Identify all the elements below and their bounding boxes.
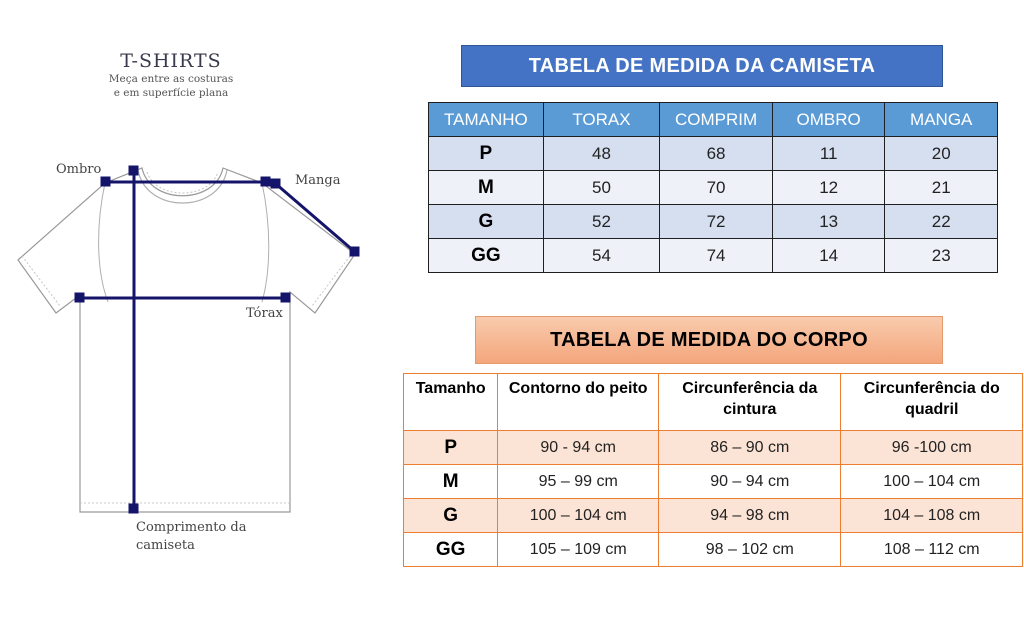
table-row [404, 431, 1023, 465]
size-cell: GG [429, 239, 544, 273]
peito-cell: 95 – 99 cm [498, 465, 659, 499]
tshirt-outline [18, 168, 355, 512]
label-torax: Tórax [246, 306, 283, 321]
cintura-cell: 86 – 90 cm [659, 431, 841, 465]
ombro-cell: 14 [772, 239, 885, 273]
header-comprim: COMPRIM [660, 103, 773, 137]
header-tamanho: TAMANHO [429, 103, 544, 137]
table-row [429, 239, 998, 273]
label-comprimento-line1: Comprimento da [136, 520, 247, 535]
header-tamanho: Tamanho [404, 374, 498, 431]
table-row [404, 533, 1023, 567]
table-header-row [404, 374, 1023, 431]
size-cell: GG [404, 533, 498, 567]
ombro-cell: 11 [772, 137, 885, 171]
manga-cell: 20 [885, 137, 998, 171]
comprim-cell: 68 [660, 137, 773, 171]
size-cell: G [404, 499, 498, 533]
comprim-cell: 70 [660, 171, 773, 205]
body-measure-table [403, 373, 1023, 567]
size-cell: M [404, 465, 498, 499]
quadril-cell: 108 – 112 cm [841, 533, 1023, 567]
torax-cell: 48 [543, 137, 659, 171]
manga-cell: 23 [885, 239, 998, 273]
quadril-cell: 104 – 108 cm [841, 499, 1023, 533]
table-row [429, 137, 998, 171]
ombro-cell: 13 [772, 205, 885, 239]
size-cell: M [429, 171, 544, 205]
tshirt-measure-diagram [0, 0, 400, 633]
header-torax: TORAX [543, 103, 659, 137]
comprim-cell: 72 [660, 205, 773, 239]
manga-cell: 22 [885, 205, 998, 239]
diagram-subtitle-line2: e em superfície plana [113, 87, 229, 99]
cintura-cell: 98 – 102 cm [659, 533, 841, 567]
tshirt-illustration [0, 0, 400, 633]
header-manga: MANGA [885, 103, 998, 137]
peito-cell: 100 – 104 cm [498, 499, 659, 533]
torax-cell: 54 [543, 239, 659, 273]
cintura-cell: 90 – 94 cm [659, 465, 841, 499]
header-ombro: OMBRO [772, 103, 885, 137]
label-manga: Manga [295, 173, 341, 188]
peito-cell: 105 – 109 cm [498, 533, 659, 567]
peito-cell: 90 - 94 cm [498, 431, 659, 465]
size-cell: G [429, 205, 544, 239]
diagram-subtitle-line1: Meça entre as costuras [108, 73, 234, 85]
cintura-cell: 94 – 98 cm [659, 499, 841, 533]
header-cintura: Circunferência da cintura [659, 374, 841, 431]
manga-cell: 21 [885, 171, 998, 205]
table-row [429, 171, 998, 205]
ombro-cell: 12 [772, 171, 885, 205]
label-comprimento-line2: camiseta [136, 538, 195, 553]
diagram-title: T-SHIRTS [120, 50, 222, 72]
table-row [404, 499, 1023, 533]
quadril-cell: 96 -100 cm [841, 431, 1023, 465]
torax-cell: 52 [543, 205, 659, 239]
torax-cell: 50 [543, 171, 659, 205]
table-header-row [429, 103, 998, 137]
size-cell: P [429, 137, 544, 171]
shirt-measure-table [428, 102, 998, 273]
quadril-cell: 100 – 104 cm [841, 465, 1023, 499]
table-row [429, 205, 998, 239]
label-ombro: Ombro [56, 162, 102, 177]
comprim-cell: 74 [660, 239, 773, 273]
size-cell: P [404, 431, 498, 465]
header-contorno-peito: Contorno do peito [498, 374, 659, 431]
header-quadril: Circunferência do quadril [841, 374, 1023, 431]
body-table-title: TABELA DE MEDIDA DO CORPO [475, 316, 943, 364]
shirt-table-title: TABELA DE MEDIDA DA CAMISETA [461, 45, 943, 87]
table-row [404, 465, 1023, 499]
